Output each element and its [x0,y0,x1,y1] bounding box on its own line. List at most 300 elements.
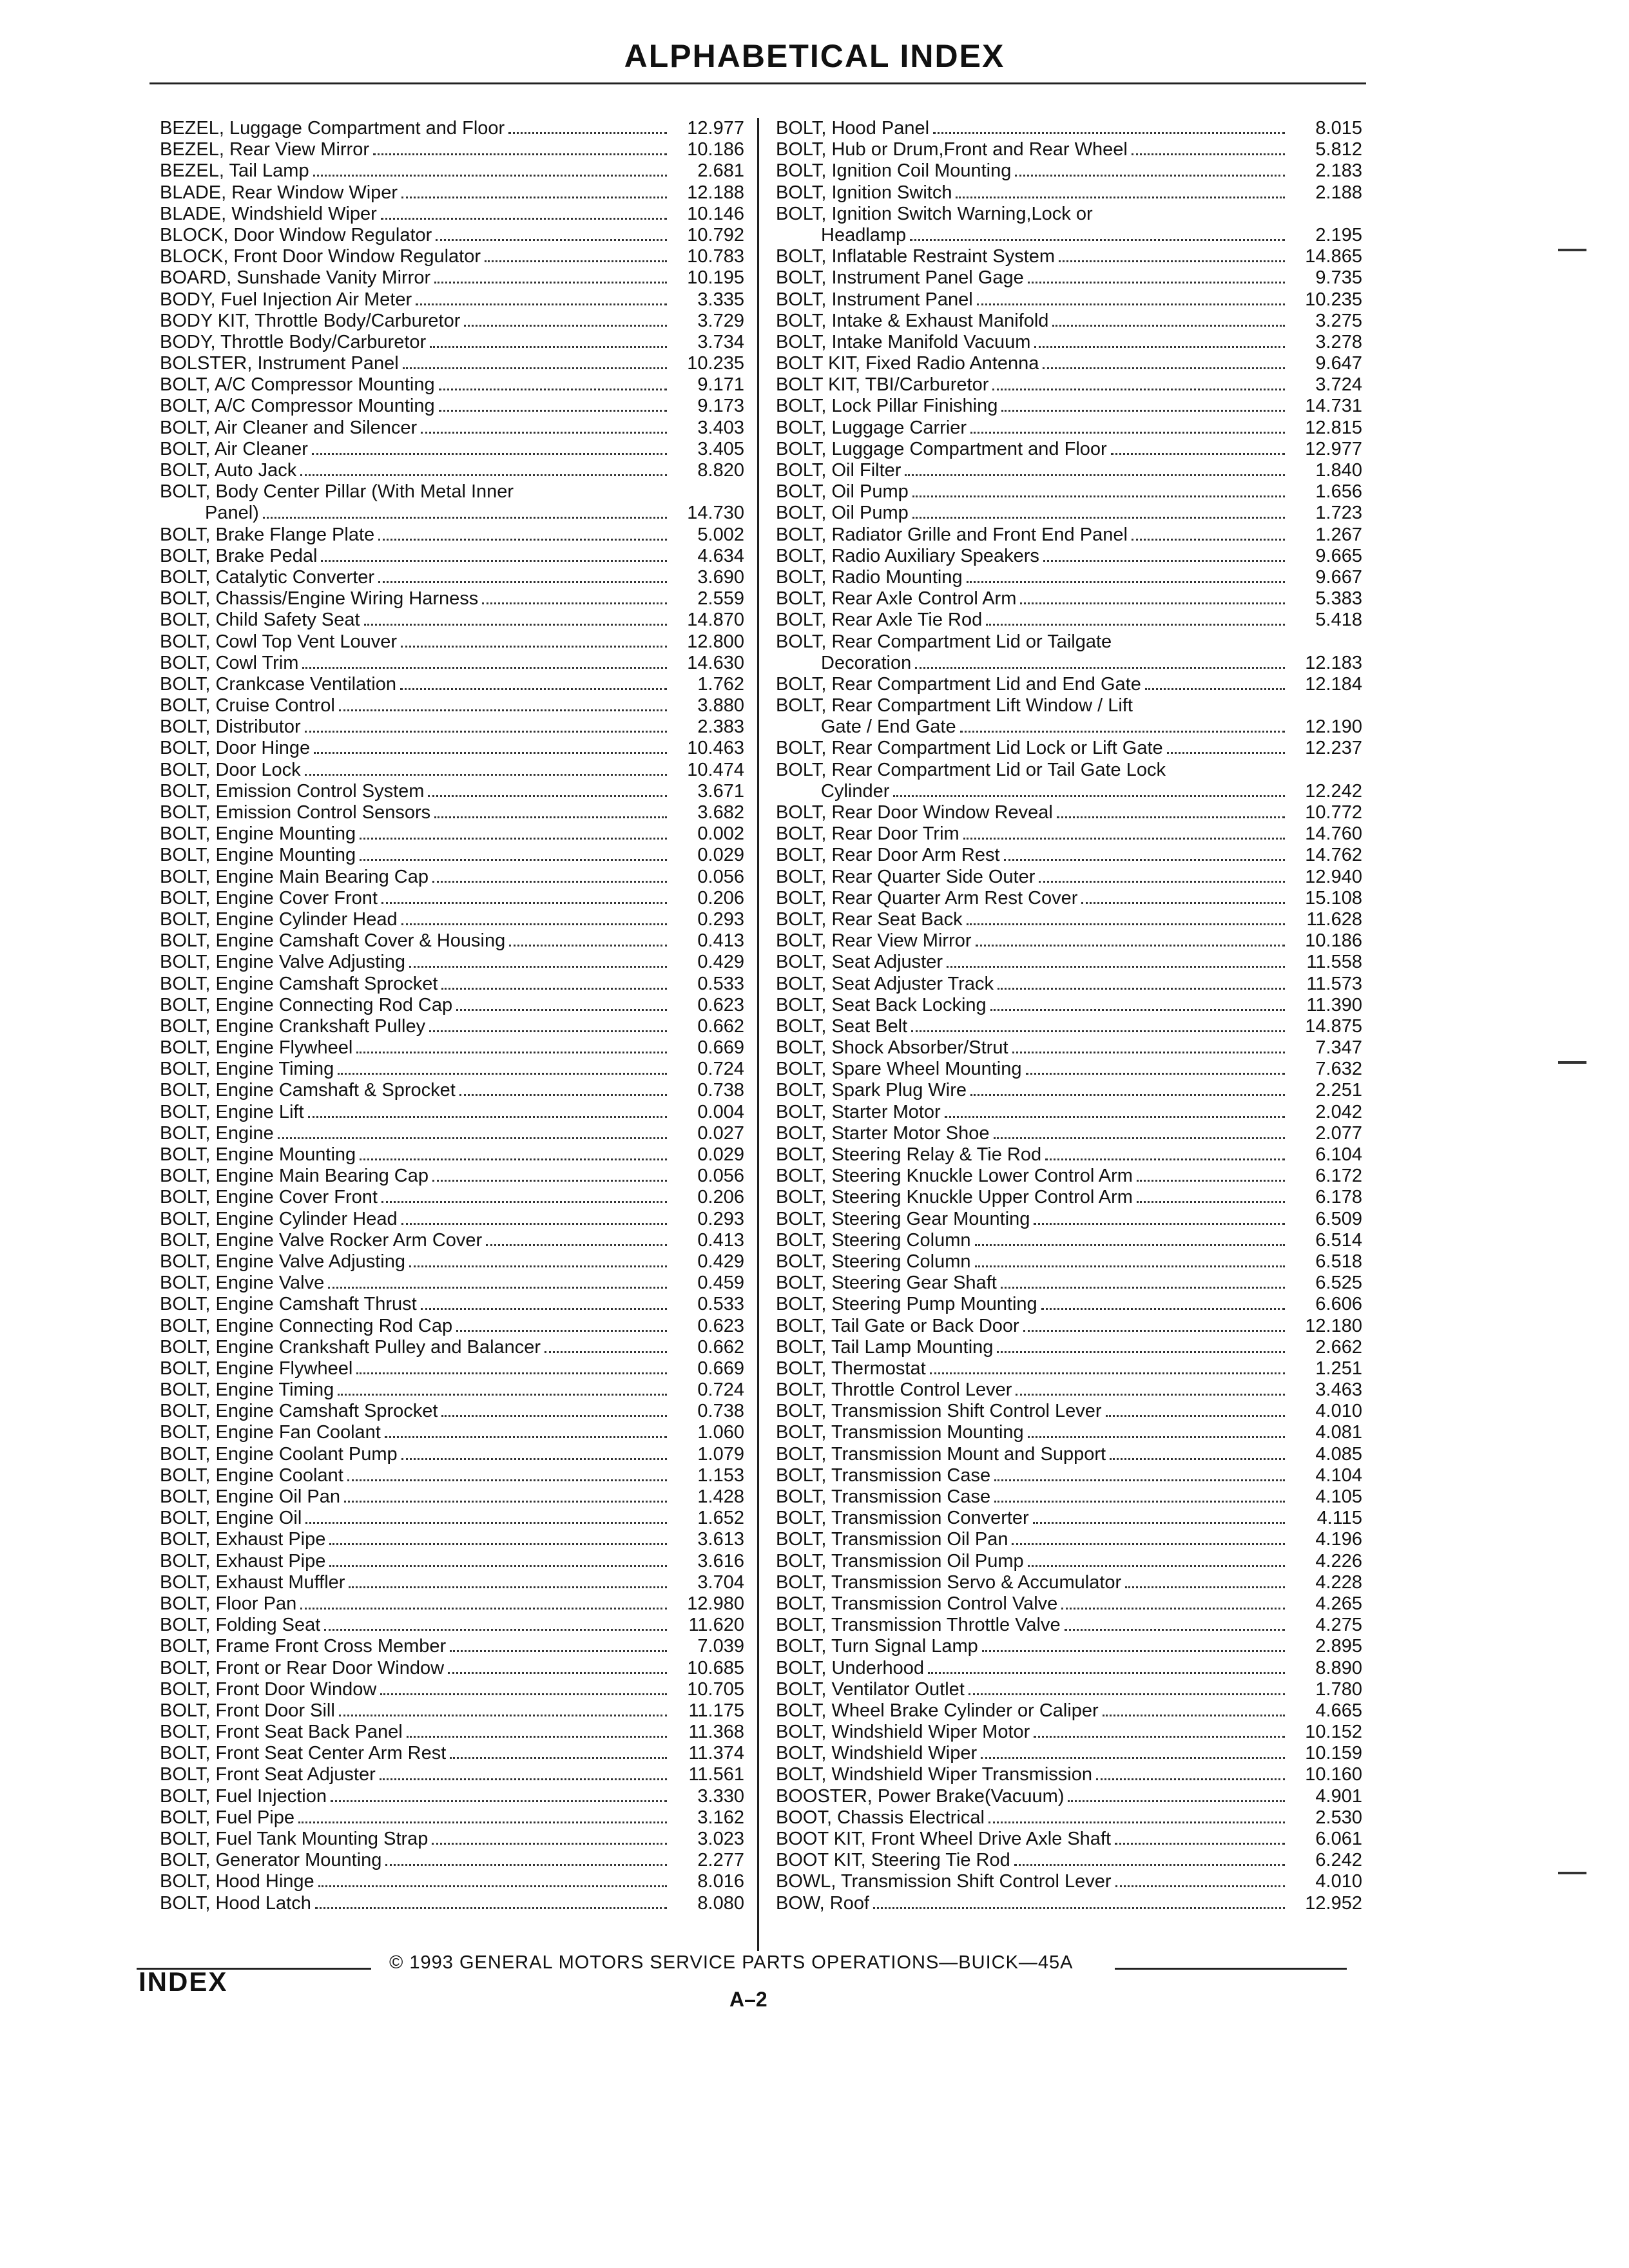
index-entry [160,1636,744,1657]
index-entry [160,503,744,524]
index-entry [160,1080,744,1101]
entry-label: BOLT, Engine Connecting Rod Cap [160,994,453,1015]
dot-leader [1137,1201,1285,1203]
entry-page-ref: 0.662 [697,1336,744,1358]
entry-label: BLOCK, Front Door Window Regulator [160,246,481,267]
entry-label: BOLT, Throttle Control Lever [776,1379,1012,1401]
entry-label: BOLT, Crankcase Ventilation [160,673,396,695]
entry-label: BOLT, Engine Flywheel [160,1037,353,1059]
entry-label: BLADE, Windshield Wiper [160,203,377,224]
index-entry [160,1273,744,1294]
entry-page-ref: 3.162 [697,1807,744,1828]
section-label: INDEX [139,1966,228,1997]
entry-label: BOLT, Steering Column [776,1251,971,1272]
index-entry [160,1422,744,1443]
entry-label: BOLT, Generator Mounting [160,1850,382,1871]
entry-page-ref: 4.010 [1315,1871,1362,1892]
entry-label: BOLT, Folding Seat [160,1615,321,1636]
entry-page-ref: 3.405 [697,438,744,459]
entry-page-ref: 4.115 [1316,1508,1362,1529]
dot-leader [421,432,667,434]
index-entry [776,760,1362,781]
dot-leader [1137,1180,1285,1182]
index-entry [160,332,744,353]
entry-label: BEZEL, Tail Lamp [160,160,309,182]
index-entry [160,1379,744,1401]
entry-label: BOLT, Luggage Carrier [776,417,967,438]
index-entry [160,909,744,930]
entry-label: BOLT, Frame Front Cross Member [160,1636,447,1657]
entry-page-ref: 0.293 [697,908,744,930]
entry-label: BOLT, Engine Flywheel [160,1358,353,1379]
index-entry [776,909,1362,930]
index-entry [776,1144,1362,1166]
entry-label: BOLT, Engine Camshaft Thrust [160,1294,417,1315]
copyright-line: © 1993 GENERAL MOTORS SERVICE PARTS OPERATIONS—BUICK—45A [389,1952,1074,1973]
index-entry [776,1422,1362,1443]
entry-label: BOLT, Engine Timing [160,1059,334,1080]
entry-page-ref: 5.002 [697,524,744,545]
index-entry [776,204,1362,225]
dot-leader [318,1885,667,1887]
dot-leader [305,1522,667,1524]
entry-label: BOLT, Tail Lamp Mounting [776,1336,994,1358]
entry-page-ref: 5.418 [1315,610,1362,631]
index-entry [160,802,744,823]
entry-page-ref: 9.667 [1315,566,1362,588]
index-entry [776,1401,1362,1422]
dot-leader [263,517,667,519]
entry-label: BOOSTER, Power Brake(Vacuum) [776,1785,1065,1807]
entry-label: BOLT, Front Door Sill [160,1700,335,1721]
index-entry [160,930,744,952]
dot-leader [360,1158,667,1160]
index-entry [160,1316,744,1337]
entry-label: BOLT, Front Seat Center Arm Rest [160,1743,447,1764]
index-entry [776,481,1362,503]
entry-label: BEZEL, Luggage Compartment and Floor [160,118,505,139]
entry-page-ref: 4.265 [1315,1593,1362,1614]
entry-label: BEZEL, Rear View Mirror [160,139,369,160]
index-column-right [776,118,1362,1914]
entry-label: BOLT, Hub or Drum,Front and Rear Wheel [776,139,1128,160]
entry-label: BOLT, Engine Oil [160,1508,302,1529]
entry-label: BOLT, Exhaust Pipe [160,1550,326,1571]
entry-page-ref: 4.665 [1315,1700,1362,1721]
index-entry [160,1144,744,1166]
entry-label: BOLT, Rear Seat Back [776,908,963,930]
index-entry [160,418,744,439]
dot-leader [381,902,667,904]
entry-label: BOLT, Fuel Pipe [160,1807,295,1828]
index-entry [776,1529,1362,1550]
dot-leader [1132,539,1285,541]
entry-page-ref: 3.278 [1315,331,1362,352]
index-entry [776,1294,1362,1315]
entry-label: BOLT, Rear Quarter Arm Rest Cover [776,887,1078,908]
dot-leader [401,923,667,925]
entry-label: BOLT, Door Lock [160,759,301,780]
dot-leader [970,432,1285,434]
index-entry [160,1401,744,1422]
margin-mark [1558,1872,1586,1874]
entry-page-ref: 0.533 [697,973,744,994]
entry-label: BOLT, Cowl Top Vent Louver [160,631,398,652]
dot-leader [380,1693,667,1695]
index-entry [160,546,744,567]
entry-page-ref: 10.186 [1305,930,1362,952]
entry-label: BOLT, Seat Belt [776,1015,908,1037]
dot-leader [331,1800,667,1802]
index-entry [160,974,744,995]
index-entry [776,695,1362,716]
dot-leader [329,1543,667,1545]
entry-page-ref: 1.656 [1315,481,1362,503]
index-entry [776,845,1362,866]
index-entry [776,225,1362,246]
entry-label: BLADE, Rear Window Wiper [160,182,398,203]
entry-page-ref: 2.277 [697,1850,744,1871]
index-entry [776,139,1362,160]
index-entry [160,716,744,738]
entry-label: Panel) [205,503,259,524]
index-entry [776,182,1362,204]
dot-leader [401,646,667,648]
entry-page-ref: 1.079 [697,1443,744,1465]
entry-page-ref: 2.383 [697,716,744,738]
entry-page-ref: 3.023 [697,1829,744,1849]
index-entry [160,760,744,781]
entry-label: BOLT, Engine Cover Front [160,887,378,908]
index-entry [776,418,1362,439]
dot-leader [930,1372,1285,1374]
entry-label: BOARD, Sunshade Vanity Mirror [160,267,431,289]
index-entry [160,610,744,631]
index-entry [776,1700,1362,1722]
entry-page-ref: 0.623 [697,1315,744,1336]
dot-leader [988,1821,1285,1823]
entry-label: BOLT, Transmission Shift Control Lever [776,1401,1102,1422]
dot-leader [963,838,1285,840]
index-entry [776,802,1362,823]
entry-page-ref: 11.390 [1306,994,1362,1015]
index-entry [776,653,1362,674]
index-entry [160,1700,744,1722]
entry-page-ref: 3.690 [697,566,744,588]
dot-leader [508,132,667,134]
entry-page-ref: 2.188 [1315,182,1362,203]
dot-leader [910,239,1285,241]
entry-label: BLOCK, Door Window Regulator [160,224,432,245]
dot-leader [428,795,667,797]
entry-label: BOLT, Radio Mounting [776,566,963,588]
entry-page-ref: 12.180 [1305,1315,1362,1336]
entry-label: BOLT, Front or Rear Door Window [160,1657,445,1678]
entry-label: BOLT, Transmission Control Valve [776,1593,1058,1614]
index-entry [776,353,1362,374]
entry-page-ref: 0.623 [697,994,744,1015]
dot-leader [434,282,667,284]
entry-label: BOLT, Engine Valve Adjusting [160,1251,405,1272]
dot-leader [300,474,667,476]
entry-label: BOLT, Shock Absorber/Strut [776,1037,1008,1059]
entry-label: BOOT KIT, Steering Tie Rod [776,1850,1010,1871]
entry-page-ref: 4.228 [1315,1571,1362,1593]
dot-leader [347,1479,667,1481]
dot-leader [956,197,1285,198]
dot-leader [400,688,667,690]
entry-label: BOLT, Engine Camshaft Sprocket [160,1401,438,1422]
index-entry [776,1508,1362,1529]
entry-page-ref: 12.237 [1305,738,1362,759]
entry-page-ref: 3.880 [697,695,744,716]
index-entry [160,952,744,973]
dot-leader [1001,1287,1285,1289]
entry-label: BOLT, Cruise Control [160,695,335,716]
entry-label: BOLT, Transmission Oil Pan [776,1529,1008,1550]
entry-label: Cylinder [821,780,890,802]
dot-leader [421,1308,667,1310]
dot-leader [298,1821,667,1823]
dot-leader [401,1458,667,1460]
entry-label: BOLT, Engine Fan Coolant [160,1422,381,1443]
dot-leader [324,1629,667,1631]
entry-label: BOLT, Radiator Grille and Front End Panel [776,524,1128,545]
entry-page-ref: 7.039 [697,1636,744,1657]
entry-label: BOLT, Brake Pedal [160,545,318,566]
entry-label: BOLT, Oil Pump [776,481,909,503]
entry-label: BOLT, Air Cleaner [160,438,308,459]
index-entry [160,1251,744,1273]
entry-page-ref: 11.620 [688,1615,744,1636]
dot-leader [1016,1394,1285,1396]
index-entry [776,1187,1362,1208]
entry-label: BOLT, Auto Jack [160,460,297,481]
entry-page-ref: 10.235 [1305,289,1362,310]
entry-label: BOLT, Seat Adjuster [776,952,943,973]
index-entry [160,888,744,909]
dot-leader [1012,1543,1285,1545]
dot-leader [1041,1308,1285,1310]
index-entry [160,738,744,759]
entry-page-ref: 0.724 [697,1379,744,1401]
entry-label: BOLT, Steering Gear Mounting [776,1208,1030,1229]
entry-page-ref: 10.474 [687,759,744,780]
entry-page-ref: 3.704 [697,1571,744,1593]
dot-leader [432,881,667,883]
entry-label: BOLT, Rear Compartment Lid or Tail Gate Lock [776,759,1166,780]
index-entry [776,1379,1362,1401]
entry-page-ref: 3.275 [1315,310,1362,331]
entry-label: BOLT, Fuel Tank Mounting Strap [160,1829,429,1849]
entry-label: BOOT KIT, Front Wheel Drive Axle Shaft [776,1829,1112,1849]
dot-leader [1012,1052,1285,1053]
index-entry [160,396,744,417]
entry-label: BOLT, Exhaust Muffler [160,1571,345,1593]
entry-page-ref: 10.235 [687,353,744,374]
entry-label: BOLT, Seat Adjuster Track [776,973,994,994]
entry-page-ref: 4.105 [1315,1486,1362,1507]
dot-leader [1145,688,1285,690]
entry-page-ref: 10.685 [687,1657,744,1678]
index-entry [160,1209,744,1230]
entry-page-ref: 12.977 [1305,438,1362,459]
entry-page-ref: 0.056 [697,866,744,887]
index-entry [160,225,744,246]
index-entry [160,1102,744,1123]
index-entry [776,332,1362,353]
entry-label: BOLT, Brake Flange Plate [160,524,375,545]
dot-leader [1096,1778,1285,1780]
index-entry [776,588,1362,610]
index-entry [776,952,1362,973]
entry-label: BOLT, Starter Motor [776,1101,941,1122]
entry-page-ref: 4.634 [697,545,744,566]
dot-leader [407,1736,667,1738]
dot-leader [990,1009,1285,1011]
entry-label: BODY KIT, Throttle Body/Carburetor [160,310,461,331]
entry-page-ref: 1.652 [697,1508,744,1529]
entry-label: BOLT, Engine [160,1122,274,1144]
index-entry [776,567,1362,588]
index-entry [160,823,744,845]
entry-label: BOLT, Transmission Oil Pump [776,1550,1024,1571]
index-entry [776,546,1362,567]
dot-leader [1043,367,1285,369]
entry-label: BOLT, Chassis/Engine Wiring Harness [160,588,479,610]
entry-page-ref: 0.724 [697,1059,744,1080]
entry-label: BOLT, Front Door Window [160,1678,377,1700]
dot-leader [432,1180,667,1182]
dot-leader [1033,1522,1285,1524]
index-entry [160,118,744,139]
entry-page-ref: 0.662 [697,1015,744,1037]
dot-leader [313,175,667,177]
entry-page-ref: 7.347 [1315,1037,1362,1059]
index-entry [776,674,1362,695]
entry-page-ref: 11.561 [688,1764,744,1785]
entry-page-ref: 10.783 [687,246,744,267]
dot-leader [305,774,667,776]
entry-page-ref: 14.760 [1305,823,1362,845]
dot-leader [450,1650,667,1652]
dot-leader [981,1757,1285,1759]
dot-leader [450,1757,667,1759]
index-entry [160,1743,744,1764]
index-entry [160,1786,744,1807]
entry-page-ref: 6.104 [1315,1144,1362,1165]
entry-label: BOLT, Windshield Wiper [776,1743,978,1764]
entry-label: BOWL, Transmission Shift Control Lever [776,1871,1112,1892]
entry-label: BOLT, Door Hinge [160,738,311,759]
dot-leader [360,859,667,861]
index-entry [160,1572,744,1593]
index-entry [160,995,744,1016]
index-entry [776,1123,1362,1144]
entry-label: BOLT, Intake Manifold Vacuum [776,331,1031,352]
dot-leader [977,303,1285,305]
dot-leader [315,1907,667,1909]
entry-page-ref: 0.669 [697,1037,744,1059]
entry-page-ref: 3.616 [697,1550,744,1571]
index-entry [776,867,1362,888]
index-entry [776,974,1362,995]
entry-label: BOLT, Transmission Case [776,1465,991,1486]
entry-page-ref: 0.533 [697,1294,744,1315]
dot-leader [464,325,667,327]
index-entry [776,1551,1362,1572]
index-entry [776,716,1362,738]
dot-leader [1059,260,1285,262]
dot-leader [947,966,1285,968]
dot-leader [380,1778,667,1780]
entry-page-ref: 14.865 [1305,246,1362,267]
entry-label: BOLT, Transmission Mounting [776,1422,1024,1443]
entry-page-ref: 4.901 [1315,1785,1362,1807]
entry-label: BOLT, Body Center Pillar (With Metal Inner [160,481,514,503]
entry-page-ref: 10.705 [687,1678,744,1700]
entry-page-ref: 11.368 [688,1722,744,1743]
index-entry [160,1358,744,1379]
index-entry [160,182,744,204]
dot-leader [975,1244,1286,1246]
entry-label: BOLT, Engine Camshaft Sprocket [160,973,438,994]
dot-leader [459,1094,667,1096]
dot-leader [967,581,1285,583]
entry-label: BOLT, Engine Main Bearing Cap [160,1166,429,1187]
index-entry [160,311,744,332]
index-entry [776,1059,1362,1080]
entry-page-ref: 6.518 [1315,1251,1362,1272]
dot-leader [976,945,1286,947]
index-entry [776,160,1362,182]
index-entry [776,1209,1362,1230]
entry-label: BOLT, Seat Back Locking [776,994,987,1015]
entry-page-ref: 2.559 [697,588,744,610]
entry-page-ref: 8.015 [1315,118,1362,139]
entry-label: BOLT, Instrument Panel Gage [776,267,1024,289]
entry-label: BOLT, Transmission Throttle Valve [776,1615,1061,1636]
entry-page-ref: 12.800 [687,631,744,652]
dot-leader [994,1479,1285,1481]
entry-page-ref: 10.195 [687,267,744,289]
dot-leader [381,1201,667,1203]
entry-label: Decoration [821,652,912,673]
entry-label: BOLT, Rear Axle Control Arm [776,588,1017,610]
dot-leader [434,816,667,818]
entry-page-ref: 0.459 [697,1273,744,1294]
dot-leader [970,1094,1285,1096]
index-entry [160,460,744,481]
entry-page-ref: 12.977 [687,118,744,139]
index-entry [776,1764,1362,1785]
index-entry [160,674,744,695]
index-entry [776,631,1362,653]
entry-page-ref: 2.077 [1315,1122,1362,1144]
index-entry [776,267,1362,289]
entry-page-ref: 12.242 [1305,780,1362,802]
index-entry [776,1486,1362,1508]
entry-label: BOLT, Emission Control Sensors [160,802,431,823]
dot-leader [1081,902,1285,904]
dot-leader [928,1672,1285,1674]
dot-leader [945,1116,1285,1118]
entry-label: BOLT KIT, Fixed Radio Antenna [776,353,1039,374]
index-entry [160,1615,744,1636]
index-entry [776,1636,1362,1657]
entry-page-ref: 12.188 [687,182,744,203]
entry-page-ref: 3.335 [697,289,744,310]
